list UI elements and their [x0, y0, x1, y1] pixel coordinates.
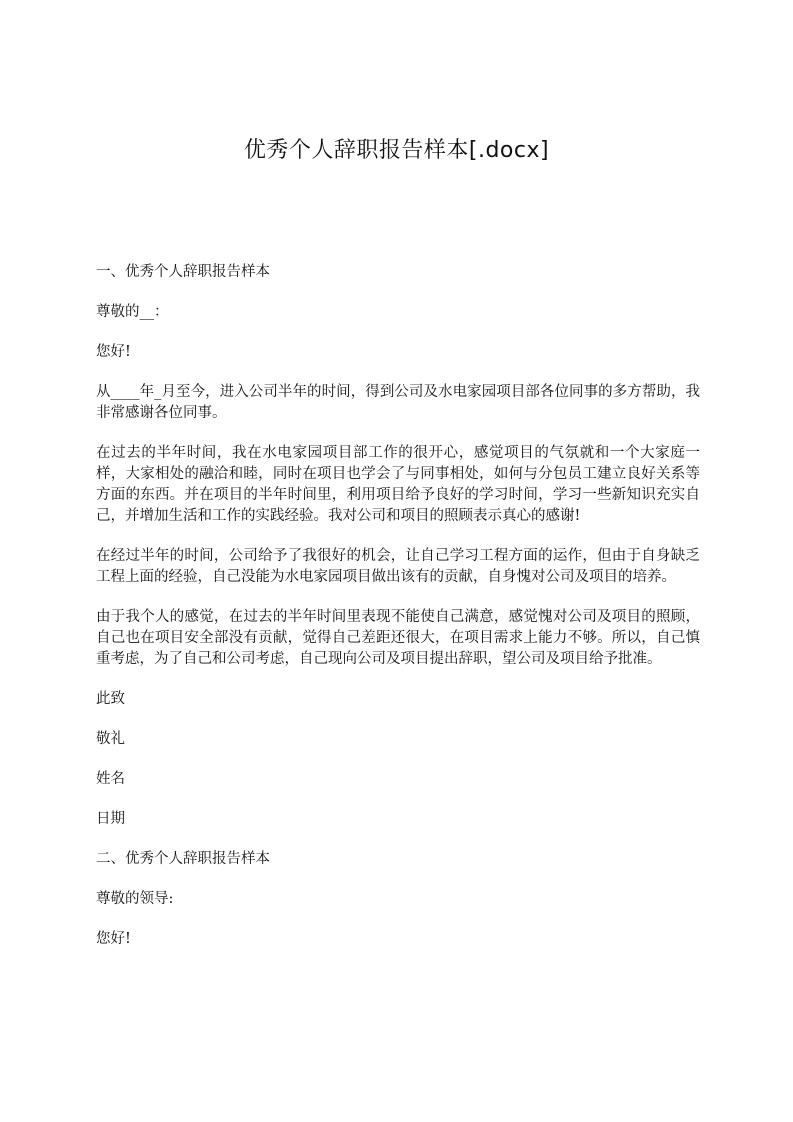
closing-line-1: 此致 [96, 691, 125, 707]
greeting-2: 您好! [96, 931, 131, 947]
section-heading-1: 一、优秀个人辞职报告样本 [96, 264, 270, 280]
signature-date: 日期 [96, 811, 125, 827]
document-title: 优秀个人辞职报告样本[.docx] [243, 138, 550, 163]
paragraph-3: 在经过半年的时间，公司给予了我很好的机会，让自己学习工程方面的运作，但由于自身缺乏工程上面的经验，自己没能为水电家园项目做出该有的贡献，自身愧对公司及项目的培养。 [96, 548, 700, 585]
paragraph-1: 从____年_月至今，进入公司半年的时间，得到公司及水电家园项目部各位同事的多方帮助，我非常感谢各位同事。 [96, 384, 700, 421]
paragraph-2: 在过去的半年时间，我在水电家园项目部工作的很开心，感觉项目的气氛就和一个大家庭一样，大家相处的融洽和睦，同时在项目也学会了与同事相处，如何与分包员工建立良好关系等方面的东西。并在项目的半年时间里，利用项目给予良好的学习时间，学习一些新知识充实自己，并增加生活和工作的实践经验。我对公司和项目的照顾表示真心的感谢! [96, 445, 700, 524]
signature-name: 姓名 [96, 771, 125, 787]
salutation-2: 尊敬的领导: [96, 891, 174, 907]
salutation-1: 尊敬的__： [96, 304, 169, 320]
paragraph-4: 由于我个人的感觉，在过去的半年时间里表现不能使自己满意，感觉愧对公司及项目的照顾，自己也在项目安全部没有贡献，觉得自己差距还很大，在项目需求上能力不够。所以，自己慎重考虑，为了自己和公司考虑，自己现向公司及项目提出辞职，望公司及项目给予批准。 [96, 609, 700, 667]
document-body [96, 262, 700, 969]
section-heading-2: 二、优秀个人辞职报告样本 [96, 851, 270, 867]
closing-line-2: 敬礼 [96, 731, 125, 747]
greeting-1: 您好! [96, 344, 131, 360]
